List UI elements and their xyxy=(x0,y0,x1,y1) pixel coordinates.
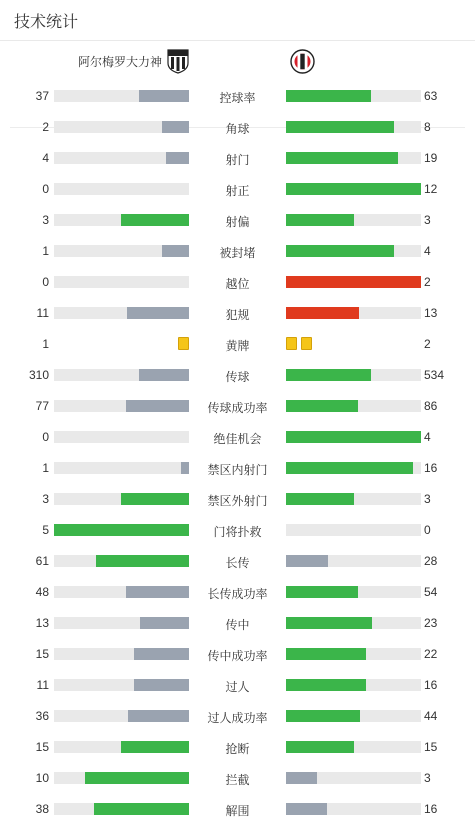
home-bar-track xyxy=(54,214,189,226)
away-bar-fill xyxy=(286,772,317,784)
home-value: 38 xyxy=(35,802,49,816)
home-value: 11 xyxy=(36,678,49,692)
away-value: 0 xyxy=(424,523,431,537)
stat-label: 长传 xyxy=(225,556,250,570)
away-value: 44 xyxy=(424,709,438,723)
home-value: 13 xyxy=(35,616,49,630)
home-value: 0 xyxy=(42,430,49,444)
yellow-card-icon xyxy=(178,337,189,350)
away-bar-track xyxy=(286,183,421,195)
away-value: 23 xyxy=(424,616,438,630)
home-bar-track xyxy=(54,524,189,536)
stat-row xyxy=(0,365,475,385)
away-bar-fill xyxy=(286,679,366,691)
stat-label: 传球成功率 xyxy=(207,401,268,415)
home-bar-track xyxy=(54,121,189,133)
stat-row xyxy=(0,241,475,261)
stat-label: 传中成功率 xyxy=(207,649,268,663)
stat-row xyxy=(0,489,475,509)
away-bar-track xyxy=(286,152,421,164)
home-value: 36 xyxy=(35,709,49,723)
home-bar-fill xyxy=(139,369,189,381)
away-value: 3 xyxy=(424,771,431,785)
home-bar-track xyxy=(54,369,189,381)
stat-row xyxy=(0,210,475,230)
home-bar-fill xyxy=(126,586,189,598)
home-bar-track xyxy=(54,803,189,815)
stat-row xyxy=(0,458,475,478)
stat-label: 控球率 xyxy=(219,91,256,105)
home-bar-fill xyxy=(134,679,189,691)
away-bar-fill xyxy=(286,245,394,257)
away-bar-fill xyxy=(286,183,421,195)
home-bar-fill xyxy=(134,648,189,660)
home-value: 310 xyxy=(28,368,49,382)
stat-row xyxy=(0,706,475,726)
home-bar-track xyxy=(54,772,189,784)
stat-row xyxy=(0,799,475,819)
stat-label: 过人 xyxy=(225,680,250,694)
home-bar-track xyxy=(54,400,189,412)
away-bar-track xyxy=(286,679,421,691)
stat-label: 被封堵 xyxy=(219,246,256,260)
home-bar-track xyxy=(54,555,189,567)
away-bar-fill xyxy=(286,121,394,133)
home-bar-track xyxy=(54,152,189,164)
stat-label: 射正 xyxy=(225,184,250,198)
stat-label: 犯规 xyxy=(225,308,250,322)
stat-row xyxy=(0,768,475,788)
away-bar-track xyxy=(286,803,421,815)
home-value: 3 xyxy=(42,492,49,506)
stat-row xyxy=(0,179,475,199)
away-bar-track xyxy=(286,214,421,226)
home-bar-fill xyxy=(162,245,189,257)
home-bar-fill xyxy=(162,121,189,133)
yellow-card-icon xyxy=(301,337,312,350)
home-bar-track xyxy=(54,90,189,102)
away-value: 16 xyxy=(424,802,438,816)
away-bar-fill xyxy=(286,648,366,660)
home-bar-track xyxy=(54,710,189,722)
stat-row xyxy=(0,334,475,354)
home-bar-track xyxy=(54,741,189,753)
stat-label: 拦截 xyxy=(225,773,250,787)
stat-label: 长传成功率 xyxy=(207,587,268,601)
away-value: 63 xyxy=(424,89,438,103)
stat-label: 射偏 xyxy=(225,215,250,229)
home-bar-track xyxy=(54,276,189,288)
away-bar-track xyxy=(286,307,421,319)
away-bar-fill xyxy=(286,555,328,567)
away-team-crest-icon[interactable] xyxy=(290,49,315,74)
home-bar-fill xyxy=(121,741,189,753)
stat-row xyxy=(0,396,475,416)
home-bar-fill xyxy=(166,152,189,164)
stat-row xyxy=(0,148,475,168)
home-value: 1 xyxy=(42,337,49,351)
away-value: 2 xyxy=(424,275,431,289)
stat-label: 传球 xyxy=(225,370,250,384)
away-bar-track xyxy=(286,648,421,660)
home-bar-track xyxy=(54,648,189,660)
page-title: 技术统计 xyxy=(14,14,79,31)
home-bar-track xyxy=(54,462,189,474)
teams-header xyxy=(0,46,475,76)
away-value: 8 xyxy=(424,120,431,134)
stat-label: 黄牌 xyxy=(225,339,250,353)
home-bar-fill xyxy=(85,772,189,784)
home-value: 10 xyxy=(35,771,49,785)
home-bar-fill xyxy=(96,555,189,567)
stat-label: 禁区内射门 xyxy=(207,463,268,477)
away-value: 13 xyxy=(424,306,438,320)
away-value: 86 xyxy=(424,399,438,413)
away-value: 12 xyxy=(424,182,438,196)
away-value: 4 xyxy=(424,244,431,258)
home-team-name[interactable]: 阿尔梅罗大力神 xyxy=(77,55,162,69)
stat-label: 抢断 xyxy=(225,742,250,756)
away-bar-fill xyxy=(286,400,358,412)
away-value: 19 xyxy=(424,151,438,165)
home-bar-track xyxy=(54,245,189,257)
home-value: 48 xyxy=(35,585,49,599)
stat-row xyxy=(0,520,475,540)
stat-row xyxy=(0,644,475,664)
home-bar-fill xyxy=(140,617,189,629)
home-bar-fill xyxy=(127,307,189,319)
stat-row xyxy=(0,551,475,571)
home-value: 15 xyxy=(35,647,49,661)
away-value: 16 xyxy=(424,461,438,475)
home-value: 4 xyxy=(42,151,49,165)
home-bar-fill xyxy=(54,524,189,536)
away-bar-track xyxy=(286,245,421,257)
stat-label: 解围 xyxy=(225,804,250,818)
home-value: 11 xyxy=(36,306,49,320)
away-bar-fill xyxy=(286,152,398,164)
away-bar-track xyxy=(286,400,421,412)
stat-label: 角球 xyxy=(225,122,250,136)
away-bar-track xyxy=(286,276,421,288)
away-bar-fill xyxy=(286,369,371,381)
home-bar-track xyxy=(54,586,189,598)
away-value: 534 xyxy=(424,368,445,382)
away-bar-track xyxy=(286,710,421,722)
stat-label: 过人成功率 xyxy=(207,711,268,725)
away-bar-track xyxy=(286,90,421,102)
away-bar-fill xyxy=(286,90,371,102)
away-value: 3 xyxy=(424,492,431,506)
away-bar-track xyxy=(286,555,421,567)
home-bar-track xyxy=(54,679,189,691)
away-value: 4 xyxy=(424,430,431,444)
home-value: 61 xyxy=(35,554,49,568)
stat-row xyxy=(0,737,475,757)
away-bar-track xyxy=(286,741,421,753)
home-value: 77 xyxy=(35,399,49,413)
away-value: 2 xyxy=(424,337,431,351)
away-bar-fill xyxy=(286,741,354,753)
home-value: 0 xyxy=(42,275,49,289)
away-bar-track xyxy=(286,617,421,629)
away-bar-track xyxy=(286,369,421,381)
stat-row xyxy=(0,117,475,137)
home-bar-fill xyxy=(121,493,189,505)
stat-row xyxy=(0,427,475,447)
header-divider xyxy=(0,40,475,41)
home-bar-track xyxy=(54,307,189,319)
home-value: 37 xyxy=(35,89,49,103)
home-bar-track xyxy=(54,493,189,505)
away-value: 22 xyxy=(424,647,438,661)
away-bar-fill xyxy=(286,431,421,443)
home-bar-fill xyxy=(94,803,189,815)
stat-label: 传中 xyxy=(225,618,250,632)
away-bar-fill xyxy=(286,493,354,505)
away-bar-fill xyxy=(286,276,421,288)
home-value: 5 xyxy=(42,523,49,537)
yellow-card-icon xyxy=(286,337,297,350)
away-bar-track xyxy=(286,462,421,474)
stat-label: 射门 xyxy=(225,153,250,167)
away-bar-track xyxy=(286,493,421,505)
away-bar-fill xyxy=(286,586,358,598)
stat-label: 绝佳机会 xyxy=(213,432,262,446)
stat-row xyxy=(0,582,475,602)
away-bar-track xyxy=(286,586,421,598)
home-value: 3 xyxy=(42,213,49,227)
away-bar-track xyxy=(286,431,421,443)
away-bar-track xyxy=(286,524,421,536)
away-value: 3 xyxy=(424,213,431,227)
stat-row xyxy=(0,272,475,292)
stat-label: 越位 xyxy=(225,277,250,291)
home-value: 0 xyxy=(42,182,49,196)
away-bar-fill xyxy=(286,214,354,226)
stat-row xyxy=(0,613,475,633)
stat-label: 门将扑救 xyxy=(213,525,262,539)
away-value: 16 xyxy=(424,678,438,692)
away-bar-track xyxy=(286,772,421,784)
home-bar-fill xyxy=(128,710,189,722)
away-bar-fill xyxy=(286,462,413,474)
away-value: 28 xyxy=(424,554,438,568)
home-value: 15 xyxy=(35,740,49,754)
away-bar-fill xyxy=(286,710,360,722)
away-value: 15 xyxy=(424,740,438,754)
away-value: 54 xyxy=(424,585,438,599)
home-value: 1 xyxy=(42,461,49,475)
away-bar-fill xyxy=(286,617,372,629)
stat-row xyxy=(0,675,475,695)
home-bar-track xyxy=(54,617,189,629)
home-bar-fill xyxy=(181,462,189,474)
home-value: 1 xyxy=(42,244,49,258)
stat-label: 禁区外射门 xyxy=(207,494,268,508)
home-bar-track xyxy=(54,183,189,195)
away-bar-fill xyxy=(286,803,327,815)
away-bar-track xyxy=(286,121,421,133)
home-bar-track xyxy=(54,431,189,443)
away-bar-fill xyxy=(286,307,359,319)
home-value: 2 xyxy=(42,120,49,134)
stat-row xyxy=(0,86,475,106)
home-bar-fill xyxy=(126,400,189,412)
home-bar-fill xyxy=(121,214,189,226)
stat-row xyxy=(0,303,475,323)
home-team-crest-icon[interactable] xyxy=(167,49,189,74)
home-bar-fill xyxy=(139,90,189,102)
